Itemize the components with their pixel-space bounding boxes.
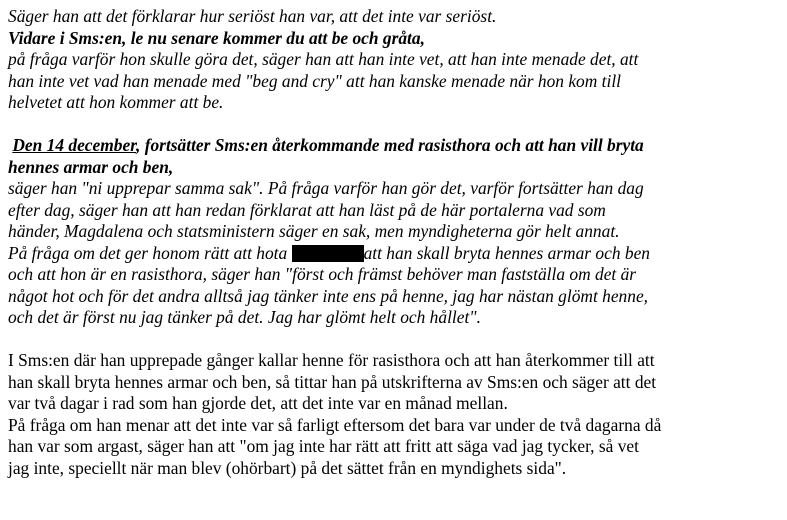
text-line: var två dagar i rad som han gjorde det, att det inte var en månad mellan. — [8, 393, 508, 413]
text-line: något hot och för det andra alltså jag tänker inte ens på henne, jag har nästan glömt henne, — [8, 285, 649, 306]
bold-italic-line: Vidare i Sms:en, le nu senare kommer du att be och gråta, — [8, 27, 425, 48]
paragraph-1 — [8, 6, 783, 114]
text-line: I Sms:en där han upprepade gånger kallar henne för rasisthora och att han återkommer till att — [8, 350, 655, 370]
text-line: han inte vet vad han menade med "beg and cry" att han kanske menade när hon kom till — [8, 70, 621, 91]
document-page — [8, 6, 783, 479]
text-line: På fråga om han menar att det inte var så farligt eftersom det bara var under de två dagarna då — [8, 414, 662, 435]
section-heading-continued: hennes armar och ben, — [8, 156, 174, 177]
paragraph-3 — [8, 350, 783, 479]
text-line: helvetet att hon kommer att be. — [8, 92, 224, 112]
paragraph-gap — [8, 329, 783, 351]
section-heading — [8, 135, 783, 157]
text-line: han skall bryta hennes armar och ben, så tittar han på utskrifterna av Sms:en och säger att det — [8, 371, 657, 392]
text-line: Säger han att det förklarar hur seriöst han var, att det inte var seriöst. — [8, 6, 497, 26]
text-line: på fråga varför hon skulle göra det, säger han att han inte vet, att han inte menade det, att — [8, 49, 639, 69]
text-line: han var som argast, säger han att "om jag inte har rätt att fritt att säga vad jag tycker, så vet — [8, 436, 639, 456]
text-line: säger han "ni upprepar samma sak". På fråga varför han gör det, varför fortsätter han dag — [8, 178, 644, 198]
paragraph-2 — [8, 135, 783, 329]
text-after-redaction: att han skall bryta hennes armar och ben — [363, 242, 650, 263]
text-line: och att hon är en rasisthora, säger han "först och främst behöver man fastställa om det är — [8, 264, 637, 284]
paragraph-gap — [8, 114, 783, 136]
text-line-with-redaction — [8, 243, 783, 265]
redaction-box — [292, 245, 364, 262]
text-line: efter dag, säger han att han redan förklarat att han läst på de här portalerna vad som — [8, 199, 606, 220]
text-before-redaction: På fråga om det ger honom rätt att hota — [8, 242, 292, 263]
text-line: jag inte, speciellt när man blev (ohörbart) på det sättet från en myndighets sida". — [8, 457, 567, 478]
text-line: händer, Magdalena och statsministern säger en sak, men myndigheterna gör helt annat. — [8, 221, 620, 241]
heading-rest: , fortsätter Sms:en återkommande med rasisthora och att han vill bryta — [136, 135, 644, 155]
text-line: och det är först nu jag tänker på det. Jag har glömt helt och hållet". — [8, 307, 481, 327]
heading-date: Den 14 december — [12, 135, 136, 155]
